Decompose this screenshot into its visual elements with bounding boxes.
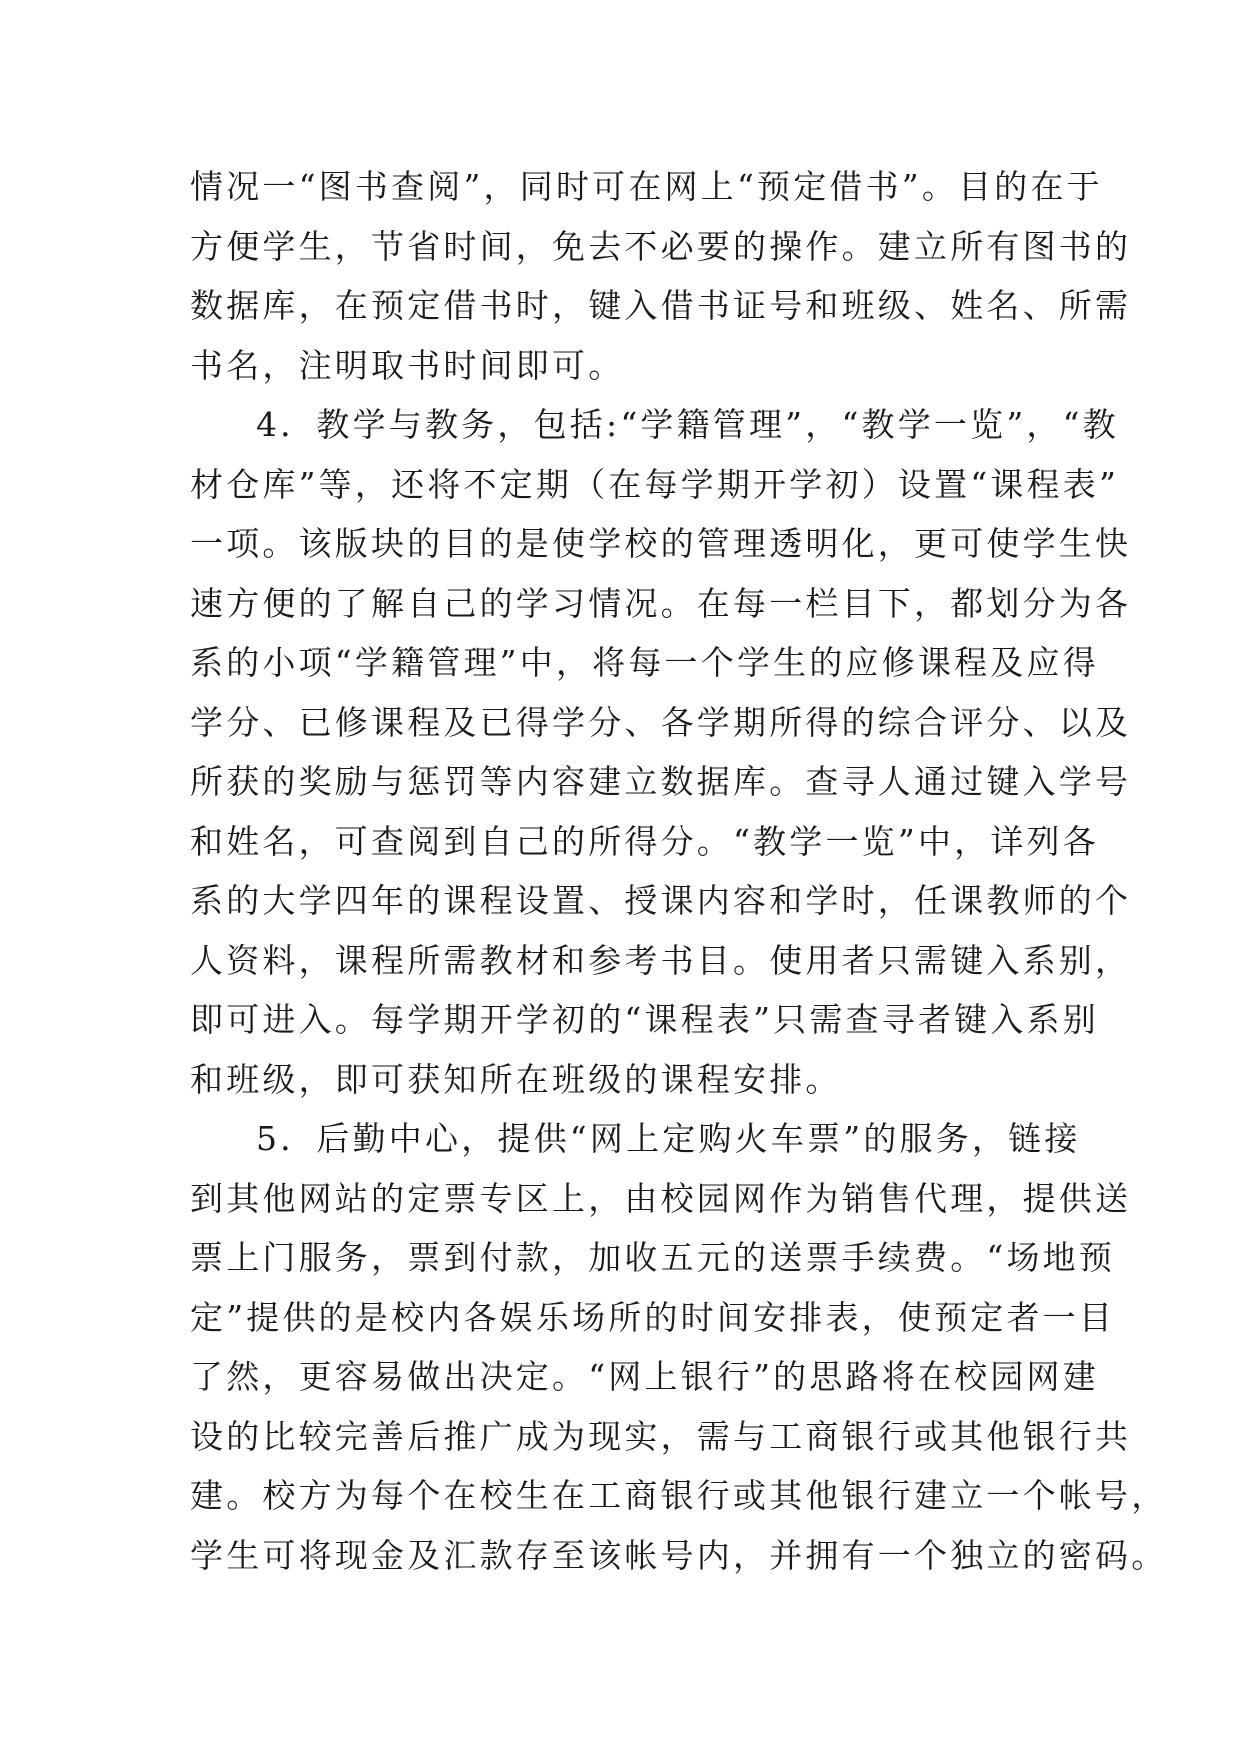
text-line: 速方便的了解自己的学习情况。在每一栏目下，都划分为各: [190, 583, 1132, 623]
text-line: 材仓库”等，还将不定期（在每学期开学初）设置“课程表”: [190, 464, 1120, 504]
text-line: 方便学生，节省时间，免去不必要的操作。建立所有图书的: [190, 226, 1132, 266]
text-line: 了然，更容易做出决定。“网上银行”的思路将在校园网建: [190, 1357, 1099, 1396]
text-line: 和姓名，可查阅到自己的所得分。“教学一览”中，详列各: [190, 821, 1099, 861]
text-line: 系的小项“学籍管理”中，将每一个学生的应修课程及应得: [190, 643, 1099, 682]
text-line: 到其他网站的定票专区上，由校园网作为销售代理，提供送: [190, 1178, 1132, 1218]
text-line: 情况一“图书查阅”，同时可在网上“预定借书”。目的在于: [190, 167, 1103, 206]
text-line: 即可进入。每学期开学初的“课程表”只需查寻者键入系别: [190, 1000, 1099, 1039]
body-text: [190, 157, 1168, 1585]
text-line: 票上门服务，票到付款，加收五元的送票手续费。“场地预: [190, 1238, 1116, 1277]
text-line-paragraph-start: 5．后勤中心，提供“网上定购火车票”的服务，链接: [256, 1119, 1081, 1158]
text-line: 所获的奖励与惩罚等内容建立数据库。查寻人通过键入学号: [190, 762, 1132, 801]
text-line: 建。校方为每个在校生在工商银行或其他银行建立一个帐号，: [190, 1476, 1168, 1515]
text-line: 书名，注明取书时间即可。: [190, 345, 625, 385]
text-line: 定”提供的是校内各娱乐场所的时间安排表，使预定者一目: [190, 1297, 1116, 1337]
text-line: 设的比较完善后推广成为现实，需与工商银行或其他银行共: [190, 1416, 1132, 1456]
text-line: 学分、已修课程及已得学分、各学期所得的综合评分、以及: [190, 702, 1132, 742]
text-line-paragraph-start: 4．教学与教务，包括:“学籍管理”，“教学一览”，“教: [256, 405, 1119, 444]
text-line: 数据库，在预定借书时，键入借书证号和班级、姓名、所需: [190, 286, 1132, 325]
text-line: 和班级，即可获知所在班级的课程安排。: [190, 1059, 842, 1099]
text-line: 系的大学四年的课程设置、授课内容和学时，任课教师的个: [190, 881, 1132, 920]
text-line: 一项。该版块的目的是使学校的管理透明化，更可使学生快: [190, 524, 1132, 563]
text-line: 人资料，课程所需教材和参考书目。使用者只需键入系别，: [190, 940, 1132, 980]
text-line: 学生可将现金及汇款存至该帐号内，并拥有一个独立的密码。: [190, 1535, 1168, 1575]
